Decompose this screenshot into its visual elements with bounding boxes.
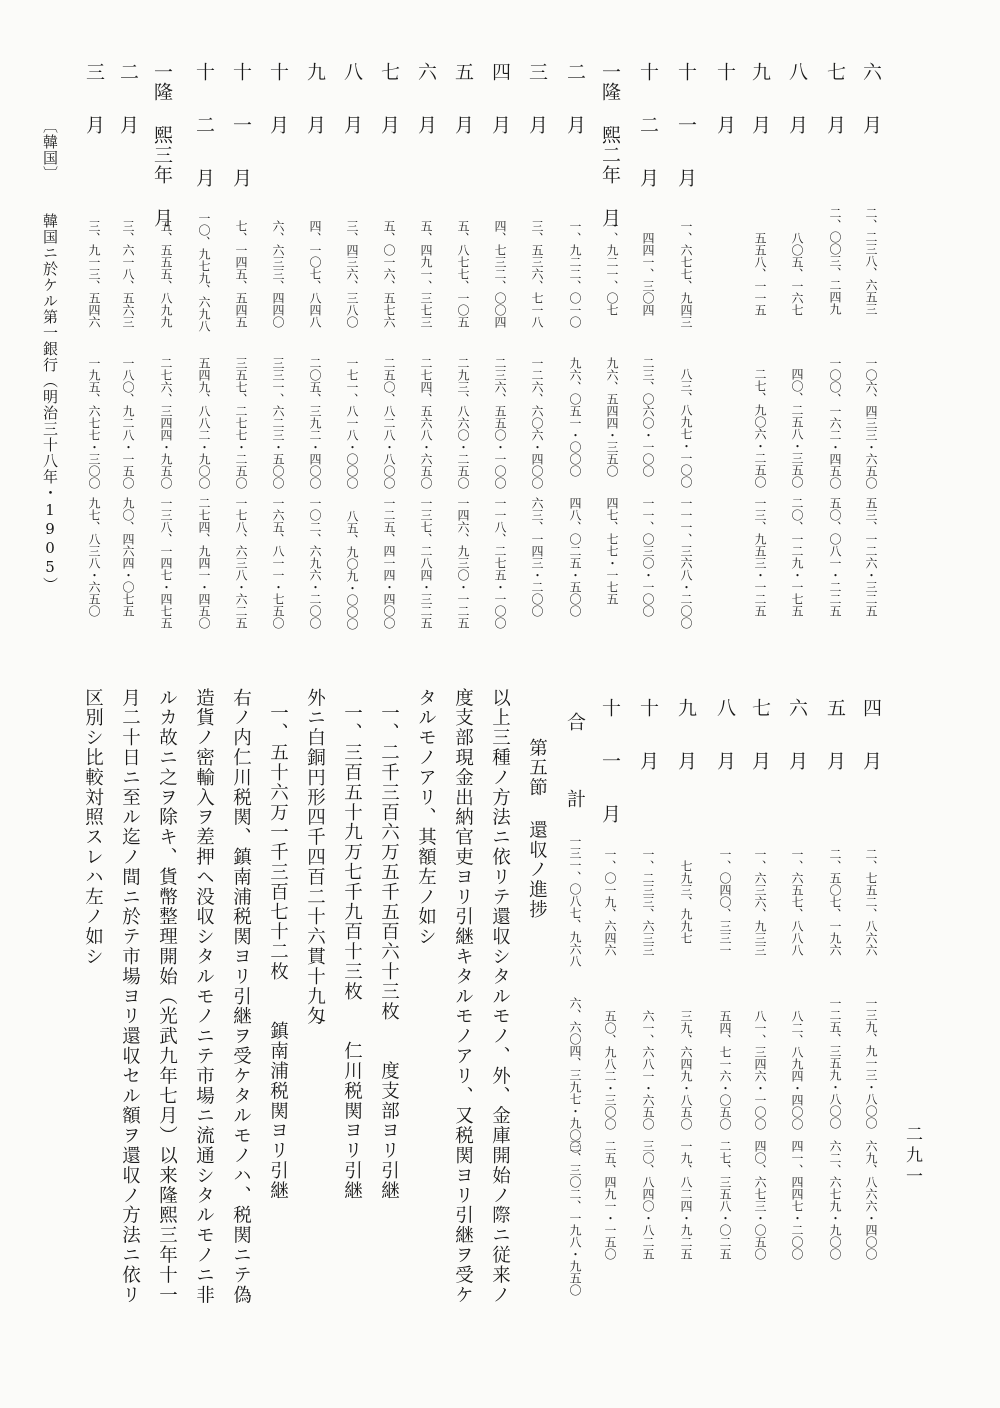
amount-cell: 七、一四五、五四五 xyxy=(234,220,248,328)
month-label: 一隆 熙三年 月 xyxy=(151,62,173,228)
amount-cell: 二、〇〇三、二四九 xyxy=(828,207,842,315)
month-label: 八 月 xyxy=(714,698,736,776)
amount-cell: 三、五三六、七一八 xyxy=(530,220,544,328)
month-label: 十 一 月 xyxy=(230,62,252,193)
amount-cell: 二七、九〇六・二五〇 xyxy=(753,368,767,488)
month-label: 二 月 xyxy=(117,62,139,140)
amount-cell: 一、二三三、六三三 xyxy=(641,848,655,956)
list-item: 一、三百五十九万七千九百十三枚 仁川税関ヨリ引継 xyxy=(341,703,363,1201)
paragraph-line: タルモノアリ、其額左ノ如シ xyxy=(415,688,437,947)
amount-cell: 六二、六七九・九〇〇 xyxy=(828,1140,842,1260)
total-cell: 三、三〇二、一九八・九五〇 xyxy=(568,1140,582,1296)
amount-cell: 二、五〇七、一九六 xyxy=(828,848,842,956)
amount-cell: 一、〇一九、六四六 xyxy=(603,848,617,956)
amount-cell: 六三、一四三・二〇〇 xyxy=(530,497,544,617)
paragraph-line: 外ニ白銅円形四千四百二十六貫十九匁 xyxy=(304,688,326,1027)
month-label: 三 月 xyxy=(83,62,105,140)
running-title: 韓国ニ於ケル第一銀行（明治三十八年・1905） xyxy=(41,213,59,593)
page-number: 二九一 xyxy=(902,1125,922,1188)
amount-cell: 一、〇四〇、三三一 xyxy=(718,848,732,956)
month-label: 五 月 xyxy=(824,698,846,776)
amount-cell: 九六、五四四・三五〇 xyxy=(605,357,619,477)
amount-cell: 五〇、〇八一・二二五 xyxy=(828,497,842,617)
month-label: 七 月 xyxy=(824,62,846,140)
paragraph-line: 以上三種ノ方法ニ依リテ還収シタルモノ、外、金庫開始ノ際ニ従来ノ xyxy=(489,688,511,1305)
amount-cell: 一八〇、九二八・一五〇 xyxy=(121,357,135,489)
amount-cell: 四、七三二、〇〇四 xyxy=(493,220,507,328)
amount-cell: 一三、九五三・一二五 xyxy=(753,497,767,617)
amount-cell: 三五七、二七七・二五〇 xyxy=(234,357,248,489)
amount-cell: 八三、八九七・一〇〇 xyxy=(679,368,693,488)
month-label: 八 月 xyxy=(786,62,808,140)
amount-cell: 一七一、八一八・〇〇〇 xyxy=(345,357,359,489)
paragraph-line: 区別シ比較対照スレハ左ノ如シ xyxy=(82,688,104,967)
month-label: 八 月 xyxy=(341,62,363,140)
amount-cell: 二七四、五六八・六五〇 xyxy=(419,357,433,489)
amount-cell: 五〇、九八二・三〇〇 xyxy=(603,1010,617,1130)
amount-cell: 五四九、八八二・九〇〇 xyxy=(197,357,211,489)
amount-cell: 四八、〇二五・五〇〇 xyxy=(568,497,582,617)
amount-cell: 五、〇一六、五七六 xyxy=(382,220,396,328)
amount-cell: 五、四九一、三七三 xyxy=(419,220,433,328)
amount-cell: 四、一〇七、八四八 xyxy=(308,220,322,328)
amount-cell: 八一、三四六・一〇〇 xyxy=(753,1010,767,1130)
month-label: 九 月 xyxy=(675,698,697,776)
amount-cell: 八二、八九四・四〇〇 xyxy=(790,1010,804,1130)
amount-cell: 二七六、三四四・九五〇 xyxy=(159,357,173,489)
amount-cell: 一〇二、六九六・二〇〇 xyxy=(308,497,322,629)
paragraph-line: 月二十日ニ至ル迄ノ間ニ於テ市場ヨリ還収セル額ヲ還収ノ方法ニ依リ xyxy=(119,688,141,1305)
amount-cell: 二、二三八、六五三 xyxy=(864,207,878,315)
amount-cell: 一二五、四一四・四〇〇 xyxy=(382,497,396,629)
amount-cell: 六九、八六六・四〇〇 xyxy=(864,1140,878,1260)
amount-cell: 一、九二二、〇一〇 xyxy=(568,220,582,328)
amount-cell: 二〇五、三九二・四〇〇 xyxy=(308,357,322,489)
month-label: 六 月 xyxy=(860,62,882,140)
amount-cell: 一三九、九一三・八〇〇 xyxy=(864,997,878,1129)
amount-cell: 四一、四四七・二〇〇 xyxy=(790,1140,804,1260)
amount-cell: 五四、七一六・〇五〇 xyxy=(718,1010,732,1130)
amount-cell: 九〇、四六四・〇七五 xyxy=(121,497,135,617)
amount-cell: 一九、八二四・九二五 xyxy=(679,1140,693,1260)
month-label: 九 月 xyxy=(749,62,771,140)
list-item: 一、二千三百六万五千五百六十三枚 度支部ヨリ引継 xyxy=(378,703,400,1201)
amount-cell: 一二五、三五九・八〇〇 xyxy=(828,997,842,1129)
amount-cell: 六一、六八一・六五〇 xyxy=(641,1010,655,1130)
month-label: 十 二 月 xyxy=(193,62,215,193)
amount-cell: 二〇、一二九・一七五 xyxy=(790,497,804,617)
month-label: 十 一 月 xyxy=(599,698,621,829)
amount-cell: 四四一、三〇四 xyxy=(641,232,655,316)
amount-cell: 五三、一二六・三二五 xyxy=(864,497,878,617)
amount-cell: 二五〇、八二八・八〇〇 xyxy=(382,357,396,489)
amount-cell: 一、六五七、八八八 xyxy=(790,848,804,956)
amount-cell: 一六五、八一一・七五〇 xyxy=(271,497,285,629)
amount-cell: 二七四、九四一・四五〇 xyxy=(197,497,211,629)
month-label: 六 月 xyxy=(786,698,808,776)
amount-cell: 一、九二一、〇七 xyxy=(605,220,619,316)
amount-cell: 三、六一八、五六三 xyxy=(121,220,135,328)
month-label: 五 月 xyxy=(452,62,474,140)
amount-cell: 四〇、六七三・〇五〇 xyxy=(753,1140,767,1260)
month-label: 二 月 xyxy=(564,62,586,140)
amount-cell: 一七八、六三八・六二五 xyxy=(234,497,248,629)
amount-cell: 六、六三三、四四〇 xyxy=(271,220,285,328)
total-cell: 六、六〇四、三九七・九〇〇 xyxy=(568,997,582,1153)
amount-cell: 三、九一三、五四六 xyxy=(87,220,101,328)
month-label: 九 月 xyxy=(304,62,326,140)
amount-cell: 一〇六、四三三・六五〇 xyxy=(864,357,878,489)
amount-cell: 一四六、九三〇・一二五 xyxy=(456,497,470,629)
amount-cell: 八五、九〇九・〇〇〇 xyxy=(345,510,359,630)
amount-cell: 二九三、八六〇・二五〇 xyxy=(456,357,470,489)
amount-cell: 五五八、一一五 xyxy=(753,232,767,316)
total-cell: 一三一、〇八七、九六八 xyxy=(568,835,582,967)
amount-cell: 一一、〇三〇・一〇〇 xyxy=(641,497,655,617)
amount-cell: 一、六七七、九四三 xyxy=(679,220,693,328)
month-label: 十 月 xyxy=(637,698,659,776)
list-item: 一、五十六万一千三百七十二枚 鎮南浦税関ヨリ引継 xyxy=(267,703,289,1201)
amount-cell: 一二六、六〇六・四〇〇 xyxy=(530,357,544,489)
month-label: 七 月 xyxy=(378,62,400,140)
amount-cell: 二五、四九一・一五〇 xyxy=(603,1140,617,1260)
amount-cell: 三、四三六、三八〇 xyxy=(345,220,359,328)
month-label: 七 月 xyxy=(749,698,771,776)
section-heading: 第五節 還収ノ進捗 xyxy=(526,738,548,920)
paragraph-line: 右ノ内仁川税関、鎮南浦税関ヨリ引継ヲ受ケタルモノハ、税関ニテ偽 xyxy=(230,688,252,1305)
paragraph-line: ルカ故ニ之ヲ除キ、貨幣整理開始（光武九年七月）以来隆熙三年十一 xyxy=(156,688,178,1305)
month-label: 六 月 xyxy=(415,62,437,140)
month-label: 十 一 月 xyxy=(675,62,697,193)
amount-cell: 九七、八三八・六五〇 xyxy=(87,497,101,617)
amount-cell: 一三八、一四七・四七五 xyxy=(159,497,173,629)
paragraph-line: 造貨ノ密輸入ヲ差押ヘ没収シタルモノニテ市場ニ流通シタルモノニ非 xyxy=(193,688,215,1305)
amount-cell: 一一八、二七五・一〇〇 xyxy=(493,497,507,629)
amount-cell: 一〇、九七九、六九八 xyxy=(197,212,211,332)
amount-cell: 五、五五五、八九九 xyxy=(159,220,173,328)
month-label: 四 月 xyxy=(860,698,882,776)
month-label: 三 月 xyxy=(526,62,548,140)
amount-cell: 四〇、二五八・三五〇 xyxy=(790,368,804,488)
country-tag: 〔韓国〕 xyxy=(41,118,59,182)
amount-cell: 一〇〇、一六二・四五〇 xyxy=(828,357,842,489)
amount-cell: 三九、六四九・八五〇 xyxy=(679,1010,693,1130)
amount-cell: 三〇、八四〇・八二五 xyxy=(641,1140,655,1260)
month-label: 一隆 熙二年 月 xyxy=(599,62,621,228)
month-label: 十 月 xyxy=(714,62,736,140)
amount-cell: 三三一、六二三・五〇〇 xyxy=(271,357,285,489)
total-label: 合 計 xyxy=(564,712,586,826)
amount-cell: 一一一、三六八・二〇〇 xyxy=(679,497,693,629)
amount-cell: 一九五、六七七・三〇〇 xyxy=(87,357,101,489)
amount-cell: 九六、〇五一・〇〇〇 xyxy=(568,357,582,477)
amount-cell: 二、七五二、八六六 xyxy=(864,848,878,956)
amount-cell: 二三、〇六〇・一〇〇 xyxy=(641,357,655,477)
month-label: 十 二 月 xyxy=(637,62,659,193)
amount-cell: 一、六三六、九三三 xyxy=(753,848,767,956)
amount-cell: 七九三、九九七 xyxy=(679,860,693,944)
month-label: 十 月 xyxy=(267,62,289,140)
paragraph-line: 度支部現金出納官吏ヨリ引継キタルモノアリ、又税関ヨリ引継ヲ受ケ xyxy=(452,688,474,1305)
amount-cell: 二七、三五八・〇二五 xyxy=(718,1140,732,1260)
amount-cell: 八〇五、一六七 xyxy=(790,232,804,316)
amount-cell: 四七、七七・一七五 xyxy=(605,497,619,605)
amount-cell: 二三六、五五〇・一〇〇 xyxy=(493,357,507,489)
amount-cell: 一三七、二八四・三二五 xyxy=(419,497,433,629)
month-label: 四 月 xyxy=(489,62,511,140)
amount-cell: 五、八七七、一〇五 xyxy=(456,220,470,328)
